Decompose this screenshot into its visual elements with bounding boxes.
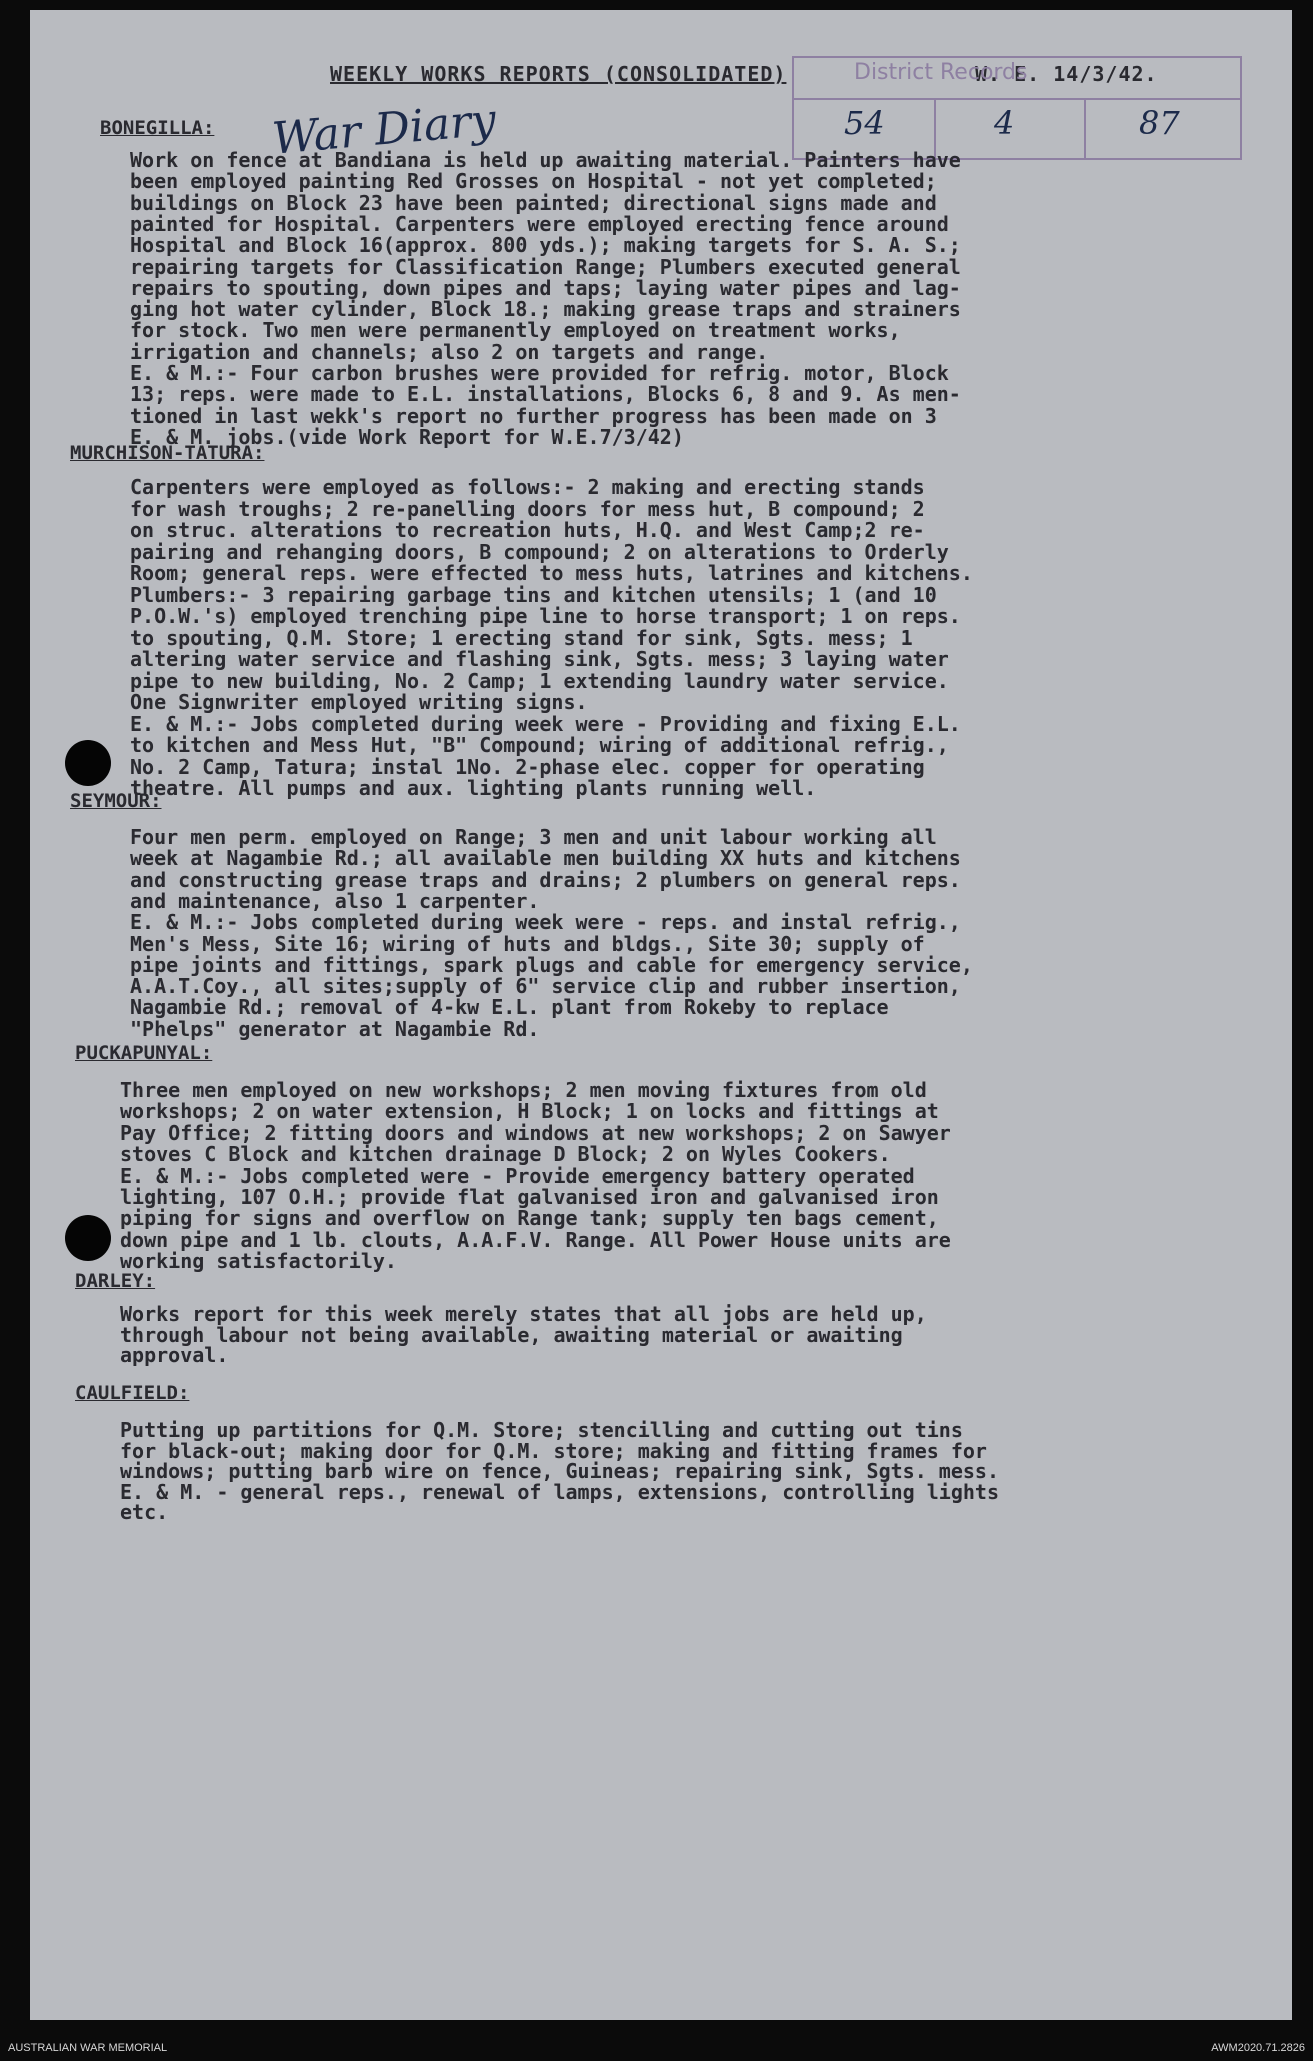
stamp-number: 4 (994, 104, 1015, 142)
report-line: approval. (120, 1343, 229, 1367)
report-line: irrigation and channels; also 2 on targets and range. (130, 339, 769, 364)
stamp-title: District Records (854, 60, 1028, 85)
report-line: painted for Hospital. Carpenters were employed erecting fence around (130, 211, 949, 236)
report-line: Putting up partitions for Q.M. Store; stencilling and cutting out tins (120, 1418, 963, 1442)
punch-hole (65, 740, 111, 786)
report-line: P.O.W.'s) employed trenching pipe line to horse transport; 1 on reps. (130, 604, 961, 628)
report-line: on struc. alterations to recreation huts, H.Q. and West Camp;2 re- (130, 518, 925, 542)
report-line: "Phelps" generator at Nagambie Rd. (130, 1016, 540, 1041)
report-line: lighting, 107 O.H.; provide flat galvanised iron and galvanised iron (120, 1185, 939, 1209)
section-heading: BONEGILLA: (100, 117, 215, 139)
report-line: pairing and rehanging doors, B compound; 2 on alterations to Orderly (130, 539, 949, 564)
records-stamp (792, 56, 1242, 160)
stamp-number: 54 (844, 104, 885, 142)
report-line: 13; reps. were made to E.L. installations, Blocks 6, 8 and 9. As men- (130, 382, 961, 407)
report-line: down pipe and 1 lb. clouts, A.A.F.V. Range. All Power House units are (120, 1227, 951, 1252)
report-line: theatre. All pumps and aux. lighting plants running well. (130, 776, 817, 800)
report-line: Plumbers:- 3 repairing garbage tins and kitchen utensils; 1 (and 10 (130, 582, 937, 607)
report-line: week at Nagambie Rd.; all available men building XX huts and kitchens (130, 846, 961, 871)
report-line: and maintenance, also 1 carpenter. (130, 888, 540, 913)
report-line: E. & M. - general reps., renewal of lamps, extensions, controlling lights (120, 1479, 999, 1504)
report-line: E. & M.:- Jobs completed were - Provide emergency battery operated (120, 1163, 915, 1188)
report-line: Work on fence at Bandiana is held up awaiting material. Painters have (130, 148, 961, 172)
report-line: working satisfactorily. (120, 1249, 397, 1274)
report-line: Works report for this week merely states that all jobs are held up, (120, 1302, 927, 1326)
report-line: Pay Office; 2 fitting doors and windows at new workshops; 2 on Sawyer (120, 1120, 951, 1145)
report-line: windows; putting barb wire on fence, Guineas; repairing sink, Sgts. mess. (120, 1459, 999, 1483)
document-page (30, 10, 1292, 2020)
report-line: pipe to new building, No. 2 Camp; 1 extending laundry water service. (130, 668, 949, 693)
report-line: E. & M.:- Four carbon brushes were provided for refrig. motor, Block (130, 361, 949, 385)
handwritten-annotation: War Diary (270, 94, 498, 165)
report-line: repairs to spouting, down pipes and taps; laying water pipes and lag- (130, 275, 961, 300)
report-line: Four men perm. employed on Range; 3 men and unit labour working all (130, 825, 937, 849)
week-ending: W. E. 14/3/42. (975, 62, 1158, 86)
report-line: for stock. Two men were permanently employed on treatment works, (130, 318, 901, 343)
report-line: workshops; 2 on water extension, H Block; 1 on locks and fittings at (120, 1099, 939, 1124)
punch-hole (65, 1215, 111, 1261)
report-line: Nagambie Rd.; removal of 4-kw E.L. plant from Rokeby to replace (130, 995, 889, 1020)
report-line: been employed painting Red Grosses on Hospital - not yet completed; (130, 169, 937, 194)
report-line: and constructing grease traps and drains; 2 plumbers on general reps. (130, 867, 961, 892)
report-line: One Signwriter employed writing signs. (130, 690, 588, 714)
report-line: stoves C Block and kitchen drainage D Block; 2 on Wyles Cookers. (120, 1142, 891, 1167)
report-line: No. 2 Camp, Tatura; instal 1No. 2-phase elec. copper for operating (130, 754, 925, 779)
footer-right: AWM2020.71.2826 (1211, 2042, 1305, 2054)
report-line: altering water service and flashing sink, Sgts. mess; 3 laying water (130, 647, 949, 671)
section-heading: DARLEY: (75, 1270, 156, 1292)
section-heading: SEYMOUR: (70, 790, 162, 812)
stamp-number: 87 (1139, 104, 1180, 142)
report-line: piping for signs and overflow on Range tank; supply ten bags cement, (120, 1206, 939, 1231)
report-line: E. & M.:- Jobs completed during week were - Providing and fixing E.L. (130, 711, 961, 736)
report-line: Carpenters were employed as follows:- 2 making and erecting stands (130, 475, 925, 499)
report-line: ging hot water cylinder, Block 18.; making grease traps and strainers (130, 297, 961, 322)
report-line: Room; general reps. were effected to mess huts, latrines and kitchens. (130, 561, 973, 585)
report-line: E. & M. jobs.(vide Work Report for W.E.7/3/42) (130, 424, 684, 449)
report-line: E. & M.:- Jobs completed during week were - reps. and instal refrig., (130, 910, 961, 935)
report-line: buildings on Block 23 have been painted; directional signs made and (130, 190, 937, 215)
report-line: pipe joints and fittings, spark plugs and cable for emergency service, (130, 952, 973, 977)
report-line: Men's Mess, Site 16; wiring of huts and bldgs., Site 30; supply of (130, 931, 925, 956)
report-line: Hospital and Block 16(approx. 800 yds.); making targets for S. A. S.; (130, 233, 961, 258)
report-title: WEEKLY WORKS REPORTS (CONSOLIDATED) (330, 62, 787, 86)
report-line: tioned in last wekk's report no further progress has been made on 3 (130, 403, 937, 428)
section-heading: PUCKAPUNYAL: (75, 1042, 213, 1064)
report-line: repairing targets for Classification Range; Plumbers executed general (130, 254, 961, 279)
section-heading: MURCHISON-TATURA: (70, 442, 265, 464)
footer-left: AUSTRALIAN WAR MEMORIAL (8, 2042, 168, 2054)
report-line: for wash troughs; 2 re-panelling doors for mess hut, B compound; 2 (130, 496, 925, 521)
report-line: etc. (120, 1500, 169, 1524)
report-line: to spouting, Q.M. Store; 1 erecting stand for sink, Sgts. mess; 1 (130, 625, 913, 650)
report-line: for black-out; making door for Q.M. store; making and fitting frames for (120, 1438, 987, 1463)
section-heading: CAULFIELD: (75, 1382, 190, 1404)
report-line: to kitchen and Mess Hut, "B" Compound; wiring of additional refrig., (130, 733, 949, 757)
report-line: A.A.T.Coy., all sites;supply of 6" service clip and rubber insertion, (130, 974, 961, 999)
report-line: Three men employed on new workshops; 2 men moving fixtures from old (120, 1078, 927, 1102)
report-line: through labour not being available, awaiting material or awaiting (120, 1322, 903, 1347)
